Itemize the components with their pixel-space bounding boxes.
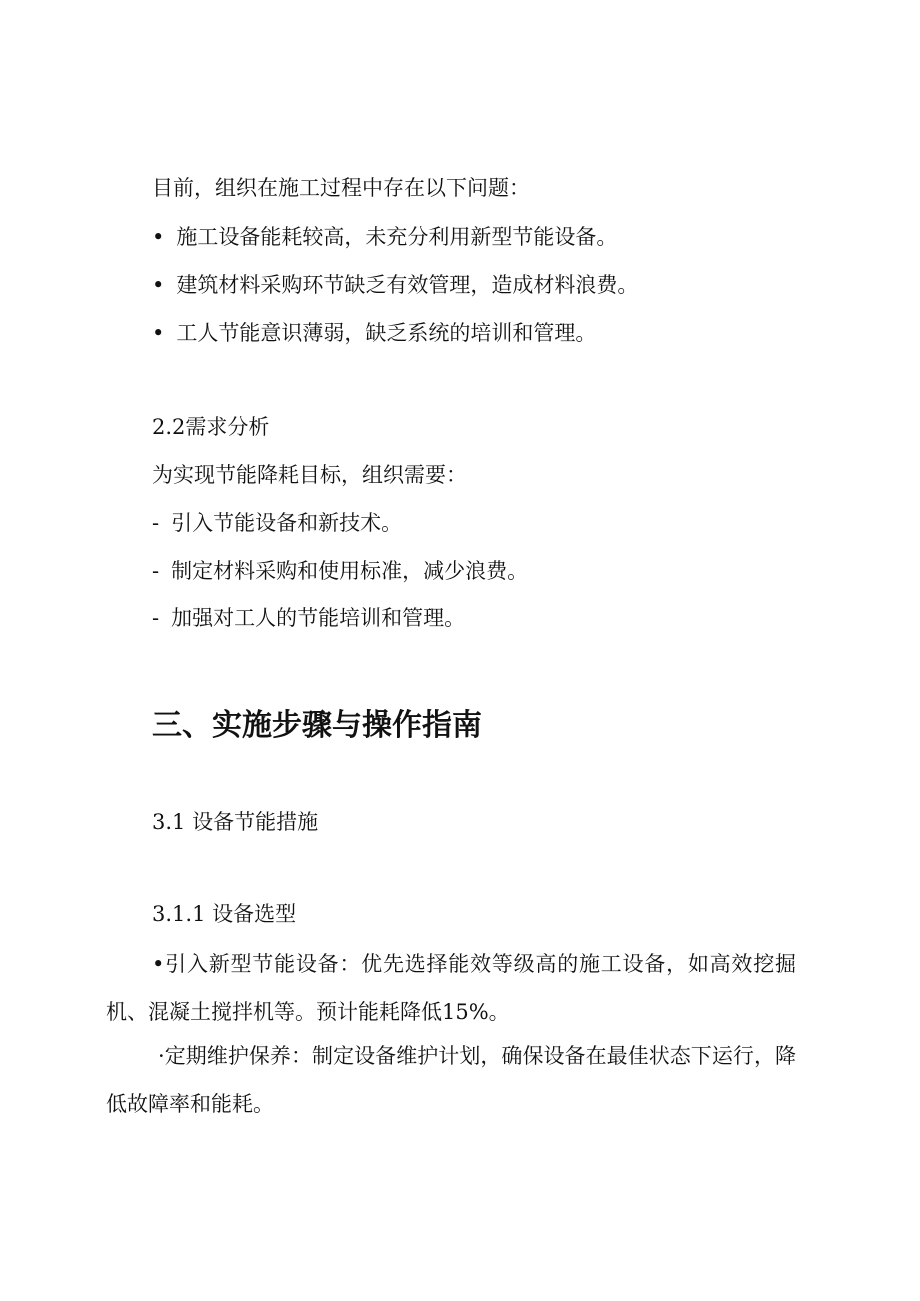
section-2-2-heading: 2.2需求分析 (152, 415, 270, 439)
bullet-marker: • (152, 225, 165, 249)
need-text: 加强对工人的节能培训和管理。 (171, 606, 466, 630)
need-item (152, 604, 465, 632)
paragraph-equipment-selection: •引入新型节能设备：优先选择能效等级高的施工设备，如高效挖掘机、混凝土搅拌机等。预计能耗降低15%。 (106, 952, 796, 1024)
dash-marker: - (152, 559, 160, 583)
need-text: 制定材料采购和使用标准，减少浪费。 (171, 559, 529, 583)
section-3-1-1-heading: 3.1.1 设备选型 (152, 902, 297, 926)
needs-intro: 为实现节能降耗目标，组织需要： (152, 463, 467, 487)
need-item (152, 509, 402, 537)
problem-text: 施工设备能耗较高，未充分利用新型节能设备。 (176, 225, 618, 249)
problem-item (152, 319, 596, 347)
need-text: 引入节能设备和新技术。 (171, 511, 403, 535)
dash-marker: - (152, 511, 160, 535)
need-item (152, 557, 528, 585)
section-3-1-heading: 3.1 设备节能措施 (152, 810, 319, 834)
dash-marker: - (152, 606, 160, 630)
problem-text: 工人节能意识薄弱，缺乏系统的培训和管理。 (176, 321, 597, 345)
problem-item (152, 223, 617, 251)
problems-intro: 目前，组织在施工过程中存在以下问题： (152, 176, 530, 200)
paragraph-maintenance: ·定期维护保养：制定设备维护计划，确保设备在最佳状态下运行，降低故障率和能耗。 (106, 1044, 796, 1116)
section-3-heading: 三、实施步骤与操作指南 (152, 708, 482, 743)
problem-text: 建筑材料采购环节缺乏有效管理，造成材料浪费。 (176, 273, 639, 297)
bullet-marker: • (152, 273, 165, 297)
problem-item (152, 271, 638, 299)
bullet-marker: • (152, 321, 165, 345)
